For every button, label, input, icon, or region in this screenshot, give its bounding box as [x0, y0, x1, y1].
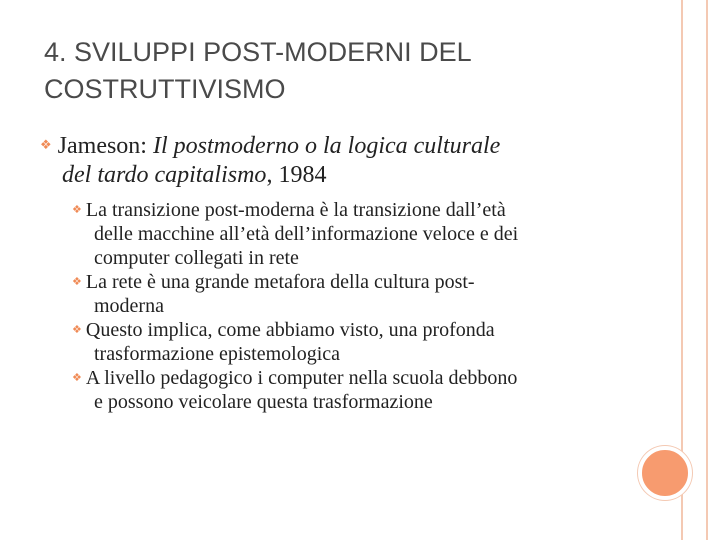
level2-bullet-list: [72, 198, 632, 414]
list-item-line: La transizione post-moderna è la transizione dall’età: [85, 199, 506, 221]
list-item: [72, 198, 632, 270]
list-item-line: e possono veicolare questa trasformazione: [94, 391, 433, 413]
level1-prefix: Jameson:: [57, 133, 153, 159]
bullet-icon: ❖: [72, 324, 82, 336]
level1-book-title-b: del tardo capitalismo: [62, 162, 267, 188]
bullet-icon: ❖: [72, 204, 82, 216]
bullet-icon: ❖: [72, 276, 82, 288]
list-item-line: delle macchine all’età dell’informazione veloce e dei: [94, 223, 519, 245]
level1-bullet-item: [40, 130, 600, 190]
slide-title: [44, 34, 624, 108]
list-item-line: A livello pedagogico i computer nella scuola debbono: [85, 367, 518, 389]
bullet-icon: ❖: [72, 372, 82, 384]
level1-book-title-a: Il postmoderno o la logica culturale: [152, 133, 501, 159]
decorative-rule-right: [706, 0, 708, 540]
decorative-circle-icon: [638, 446, 692, 500]
list-item: [72, 366, 632, 414]
bullet-icon: ❖: [40, 137, 52, 152]
list-item-line: La rete è una grande metafora della cultura post-: [85, 271, 475, 293]
slide-title-line-2: COSTRUTTIVISMO: [44, 74, 286, 104]
list-item-line: computer collegati in rete: [94, 247, 299, 269]
list-item: [72, 270, 632, 318]
list-item-line: Questo implica, come abbiamo visto, una profonda: [85, 319, 495, 341]
list-item-line: moderna: [94, 295, 164, 317]
level1-suffix: , 1984: [266, 162, 327, 188]
list-item-line: trasformazione epistemologica: [94, 343, 341, 365]
slide-title-line-1: 4. SVILUPPI POST-MODERNI DEL: [44, 37, 472, 67]
list-item: [72, 318, 632, 366]
